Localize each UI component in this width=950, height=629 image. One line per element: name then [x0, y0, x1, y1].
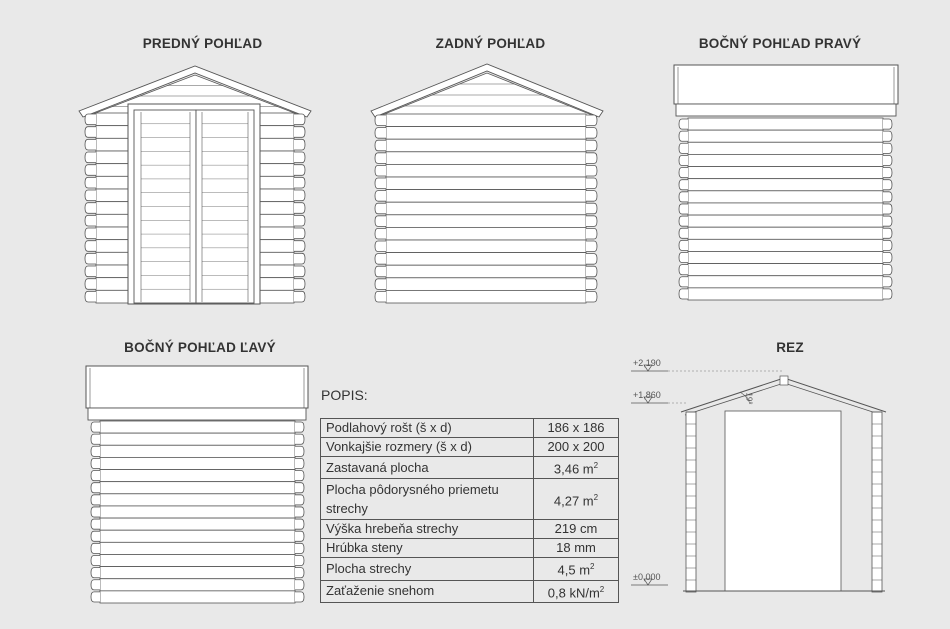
log-course — [100, 518, 295, 530]
log-end-left — [375, 140, 386, 151]
log-end-left — [85, 203, 96, 214]
spec-label: Hrúbka steny — [321, 539, 534, 558]
log-end-left — [375, 254, 386, 265]
log-end-left — [91, 519, 100, 529]
log-end-left — [375, 241, 386, 252]
log-course — [688, 239, 883, 251]
log-end-left — [91, 580, 100, 590]
log-course — [386, 278, 586, 291]
spec-label: Plocha strechy — [321, 558, 534, 580]
log-course — [386, 139, 586, 152]
log-end-right — [294, 203, 305, 214]
side-right-view-title: BOČNÝ POHĽAD PRAVÝ — [698, 36, 862, 51]
log-end-right — [883, 240, 892, 250]
log-end-right — [295, 471, 304, 481]
log-end-right — [294, 215, 305, 226]
log-end-left — [85, 127, 96, 138]
log-end-left — [679, 228, 688, 238]
log-course — [688, 154, 883, 166]
log-course — [100, 554, 295, 566]
log-course — [386, 114, 586, 127]
log-course — [688, 264, 883, 276]
log-end-left — [91, 555, 100, 565]
log-end-right — [586, 128, 597, 139]
log-end-left — [91, 458, 100, 468]
spec-value: 18 mm — [534, 539, 619, 558]
log-end-right — [294, 114, 305, 125]
log-end-right — [294, 279, 305, 290]
spec-table — [320, 418, 619, 603]
log-end-right — [586, 228, 597, 239]
log-end-right — [586, 165, 597, 176]
log-end-right — [294, 253, 305, 264]
log-end-right — [883, 216, 892, 226]
log-end-right — [586, 254, 597, 265]
log-end-left — [375, 216, 386, 227]
log-end-right — [295, 592, 304, 602]
log-end-left — [679, 119, 688, 129]
log-end-left — [375, 203, 386, 214]
log-course — [386, 290, 586, 303]
log-end-left — [85, 114, 96, 125]
log-end-left — [85, 215, 96, 226]
log-end-right — [883, 168, 892, 178]
log-end-left — [375, 279, 386, 290]
wall-left — [686, 412, 696, 592]
log-course — [386, 265, 586, 278]
log-course — [100, 457, 295, 469]
log-end-left — [679, 277, 688, 287]
log-end-left — [91, 446, 100, 456]
log-end-right — [883, 180, 892, 190]
log-end-left — [85, 177, 96, 188]
side-left-elevation — [86, 366, 308, 603]
spec-value: 4,5 $m^2$ — [534, 558, 619, 580]
log-end-left — [679, 289, 688, 299]
log-end-right — [294, 127, 305, 138]
level-ground-label: ±0,000 — [633, 572, 661, 582]
table-row — [321, 457, 619, 479]
log-end-left — [85, 253, 96, 264]
spec-label: Zaťaženie snehom — [321, 580, 534, 602]
spec-label: Vonkajšie rozmery (š x d) — [321, 438, 534, 457]
log-end-left — [375, 165, 386, 176]
log-course — [688, 288, 883, 300]
log-course — [386, 215, 586, 228]
log-end-left — [85, 228, 96, 239]
log-course — [386, 253, 586, 266]
spec-value: 219 cm — [534, 520, 619, 539]
log-course — [386, 202, 586, 215]
log-course — [688, 276, 883, 288]
log-end-left — [91, 483, 100, 493]
log-end-right — [883, 119, 892, 129]
log-end-right — [295, 580, 304, 590]
log-course — [386, 227, 586, 240]
log-end-left — [375, 191, 386, 202]
log-end-left — [679, 155, 688, 165]
level-top-label: +2,190 — [633, 358, 661, 368]
log-end-right — [294, 266, 305, 277]
log-end-right — [295, 422, 304, 432]
log-end-right — [294, 228, 305, 239]
log-course — [100, 530, 295, 542]
log-end-right — [586, 203, 597, 214]
side-left-view-title: BOČNÝ POHĽAD ĽAVÝ — [124, 340, 276, 355]
log-end-right — [883, 228, 892, 238]
roof-angle-label: 19° — [744, 392, 754, 405]
description-heading: POPIS: — [321, 387, 368, 403]
log-end-left — [375, 291, 386, 302]
back-wall-opening — [725, 411, 841, 591]
log-end-left — [679, 180, 688, 190]
log-end-right — [295, 495, 304, 505]
log-end-left — [85, 291, 96, 302]
front-elevation — [79, 66, 311, 304]
log-end-left — [375, 128, 386, 139]
log-end-left — [91, 422, 100, 432]
log-end-right — [586, 178, 597, 189]
log-course — [100, 482, 295, 494]
log-end-right — [586, 153, 597, 164]
log-course — [386, 177, 586, 190]
log-end-left — [679, 252, 688, 262]
table-row — [321, 438, 619, 457]
roof-side — [86, 366, 308, 408]
log-end-left — [91, 568, 100, 578]
log-end-right — [586, 241, 597, 252]
log-course — [100, 542, 295, 554]
log-end-right — [295, 483, 304, 493]
log-end-left — [375, 115, 386, 126]
side-right-elevation — [674, 65, 898, 300]
log-course — [100, 579, 295, 591]
table-row — [321, 479, 619, 520]
log-end-right — [295, 446, 304, 456]
spec-label: Zastavaná plocha — [321, 457, 534, 479]
wall-right — [872, 412, 882, 592]
section-drawing — [631, 365, 886, 592]
log-end-right — [883, 143, 892, 153]
log-end-right — [586, 216, 597, 227]
log-course — [688, 118, 883, 130]
spec-value: 200 x 200 — [534, 438, 619, 457]
log-course — [100, 433, 295, 445]
log-end-right — [883, 289, 892, 299]
log-course — [100, 591, 295, 603]
log-end-left — [375, 228, 386, 239]
spec-value: 0,8 $kN/m^2$ — [534, 580, 619, 602]
log-course — [688, 215, 883, 227]
roof-line-inner — [685, 383, 882, 415]
roof-fascia — [88, 408, 306, 420]
spec-value: 186 x 186 — [534, 419, 619, 438]
log-end-right — [294, 241, 305, 252]
log-end-left — [85, 266, 96, 277]
table-row — [321, 558, 619, 580]
log-end-left — [679, 265, 688, 275]
log-end-right — [294, 291, 305, 302]
log-course — [100, 494, 295, 506]
log-end-right — [294, 152, 305, 163]
log-end-right — [883, 131, 892, 141]
spec-label: Výška hrebeňa strechy — [321, 520, 534, 539]
log-end-left — [375, 178, 386, 189]
log-end-right — [586, 115, 597, 126]
log-end-left — [679, 143, 688, 153]
log-end-right — [294, 177, 305, 188]
log-course — [386, 240, 586, 253]
log-course — [688, 203, 883, 215]
spec-label: Podlahový rošt (š x d) — [321, 419, 534, 438]
log-end-left — [679, 204, 688, 214]
log-end-right — [295, 434, 304, 444]
log-end-right — [295, 519, 304, 529]
log-end-left — [679, 131, 688, 141]
log-course — [100, 470, 295, 482]
log-course — [100, 445, 295, 457]
log-end-right — [295, 507, 304, 517]
log-course — [688, 179, 883, 191]
back-elevation — [371, 64, 603, 303]
log-end-right — [295, 458, 304, 468]
log-end-left — [85, 139, 96, 150]
log-end-left — [679, 192, 688, 202]
log-end-right — [586, 191, 597, 202]
log-end-right — [295, 531, 304, 541]
log-course — [386, 190, 586, 203]
log-course — [688, 227, 883, 239]
log-end-right — [883, 265, 892, 275]
log-end-right — [295, 555, 304, 565]
table-row — [321, 580, 619, 602]
log-course — [100, 421, 295, 433]
level-eave-label: +1,860 — [633, 390, 661, 400]
log-end-left — [91, 434, 100, 444]
log-end-left — [375, 266, 386, 277]
roof-side — [674, 65, 898, 104]
log-end-right — [586, 140, 597, 151]
spec-value: 3,46 $m^2$ — [534, 457, 619, 479]
log-course — [688, 251, 883, 263]
log-end-left — [85, 165, 96, 176]
log-end-right — [883, 192, 892, 202]
log-end-right — [883, 277, 892, 287]
log-end-left — [375, 153, 386, 164]
table-row — [321, 539, 619, 558]
log-end-right — [883, 155, 892, 165]
log-end-left — [679, 240, 688, 250]
log-end-left — [91, 471, 100, 481]
log-end-right — [883, 204, 892, 214]
table-row — [321, 419, 619, 438]
spec-value: 4,27 $m^2$ — [534, 479, 619, 520]
ridge-board — [780, 376, 788, 385]
log-end-left — [85, 152, 96, 163]
log-end-left — [91, 592, 100, 602]
log-end-left — [85, 190, 96, 201]
log-end-left — [91, 507, 100, 517]
front-view-title: PREDNÝ POHĽAD — [142, 36, 263, 51]
log-end-left — [91, 531, 100, 541]
roof-fascia — [676, 104, 896, 116]
log-end-left — [91, 543, 100, 553]
log-end-right — [295, 568, 304, 578]
log-end-right — [883, 252, 892, 262]
log-end-left — [85, 241, 96, 252]
log-course — [688, 130, 883, 142]
log-course — [386, 152, 586, 165]
log-end-right — [295, 543, 304, 553]
log-end-left — [85, 279, 96, 290]
section-view-title: REZ — [776, 340, 804, 355]
log-course — [386, 127, 586, 140]
log-end-right — [294, 165, 305, 176]
log-end-left — [91, 495, 100, 505]
back-view-title: ZADNÝ POHĽAD — [435, 36, 546, 51]
log-course — [100, 506, 295, 518]
log-end-left — [679, 216, 688, 226]
spec-label: Plocha pôdorysného priemetu strechy — [321, 479, 534, 520]
log-end-left — [679, 168, 688, 178]
log-course — [688, 142, 883, 154]
log-end-right — [586, 279, 597, 290]
log-end-right — [586, 291, 597, 302]
log-end-right — [586, 266, 597, 277]
log-end-right — [294, 190, 305, 201]
log-course — [386, 164, 586, 177]
log-course — [688, 167, 883, 179]
log-end-right — [294, 139, 305, 150]
table-row — [321, 520, 619, 539]
log-course — [100, 567, 295, 579]
log-course — [688, 191, 883, 203]
